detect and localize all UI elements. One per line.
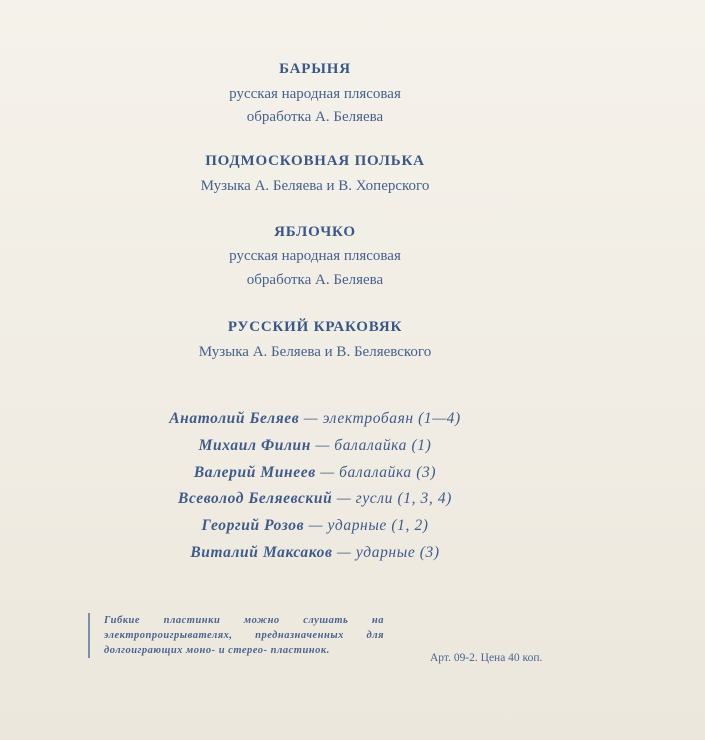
performer-1 — [0, 410, 630, 428]
playback-note: Гибкие пластинки можно слушать на электропроигрывателях, предназначенных для долгоиграющих моно- и стерео- пластинок. — [88, 613, 384, 658]
track-3-line-2: обработка А. Беляева — [246, 272, 384, 288]
track-3-title: ЯБЛОЧКО — [274, 224, 356, 240]
performer-3-role: — балалайка (3) — [320, 464, 437, 481]
performer-4-role: — гусли (1, 3, 4) — [336, 490, 452, 507]
performer-5-role: — ударные (1, 2) — [308, 517, 429, 534]
performer-5-name: Георгий Розов — [201, 517, 305, 534]
track-3-line-1: русская народная плясовая — [229, 248, 401, 264]
performer-1-name: Анатолий Беляев — [169, 410, 300, 427]
track-4-line-1: Музыка А. Беляева и В. Беляевского — [198, 344, 432, 360]
performer-2-name: Михаил Филин — [198, 437, 311, 454]
performer-1-role: — электробаян (1—4) — [303, 410, 461, 427]
performer-6-role: — ударные (3) — [337, 544, 440, 561]
performer-6 — [0, 544, 630, 562]
performer-2-role: — балалайка (1) — [315, 437, 432, 454]
performer-3 — [0, 464, 630, 482]
performer-5 — [0, 517, 630, 535]
track-4-title: РУССКИЙ КРАКОВЯК — [227, 319, 403, 335]
performer-2 — [0, 437, 630, 455]
track-2-line-1: Музыка А. Беляева и В. Хоперского — [200, 178, 430, 194]
track-1-line-2: обработка А. Беляева — [246, 109, 384, 125]
track-1-line-1: русская народная плясовая — [229, 86, 401, 102]
catalog-price: Арт. 09-2. Цена 40 коп. — [430, 652, 543, 664]
performer-4-name: Всеволод Беляевский — [178, 490, 333, 507]
track-1-title: БАРЫНЯ — [279, 61, 351, 77]
performer-6-name: Виталий Максаков — [190, 544, 333, 561]
performer-3-name: Валерий Минеев — [193, 464, 316, 481]
performer-4 — [0, 490, 630, 508]
track-2-title: ПОДМОСКОВНАЯ ПОЛЬКА — [205, 153, 425, 169]
